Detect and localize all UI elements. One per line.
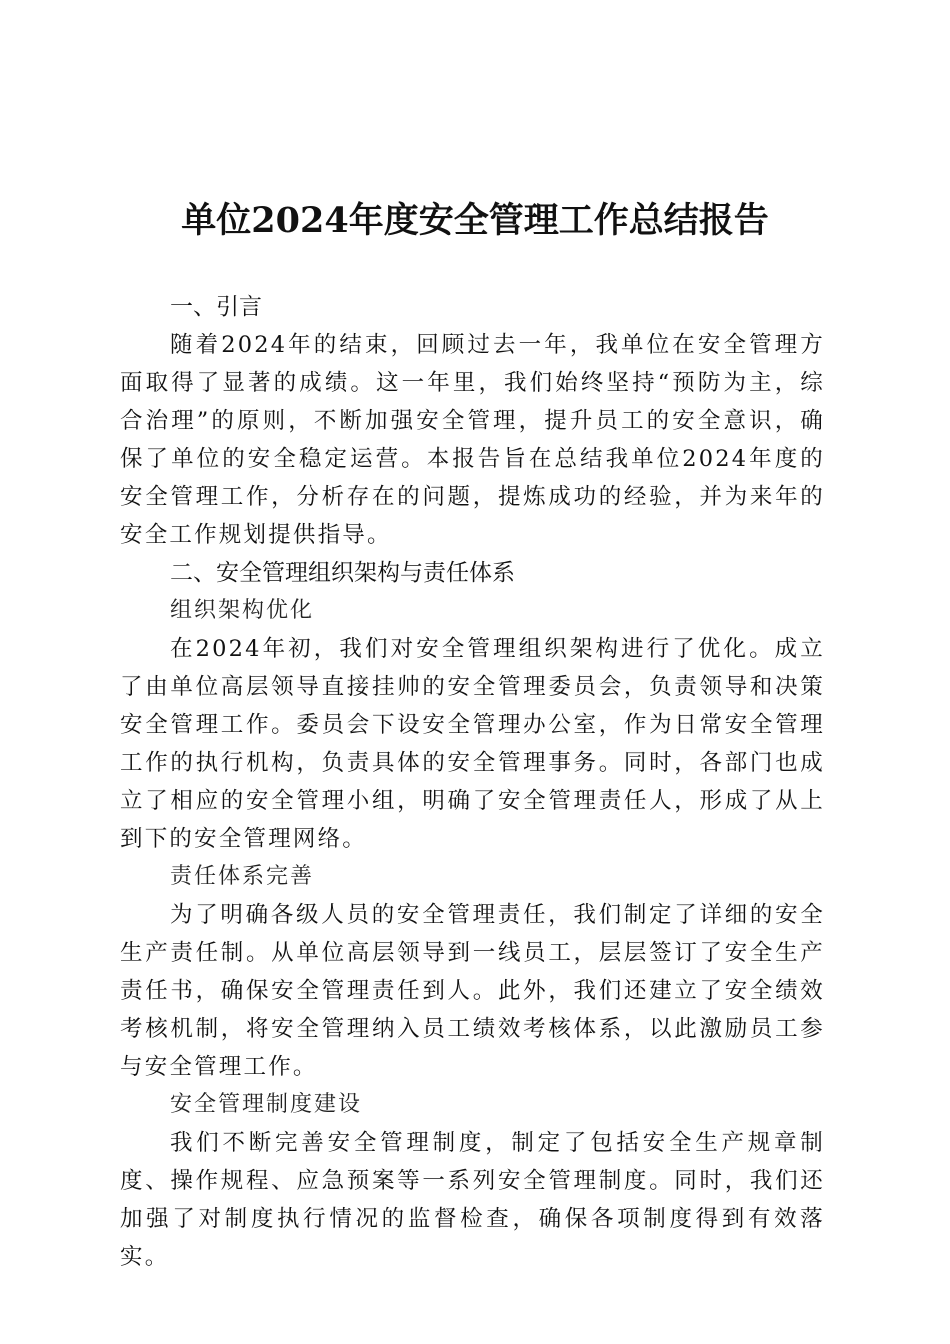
section-heading-intro: 一、引言 [170,294,262,320]
intro-paragraph: 随着2024年的结束，回顾过去一年，我单位在安全管理方面取得了显著的成绩。这一年里，我们始终坚持“预防为主，综合治理”的原则，不断加强安全管理，提升员工的安全意识，确保了单位的安全稳定运营。本报告旨在总结我单位2024年度的安全管理工作，分析存在的问题，提炼成功的经验，并为来年的安全工作规划提供指导。 [120,332,825,548]
document-body [120,288,825,1276]
subsection-title-structure: 组织架构优化 [170,598,315,623]
subsection-title-responsibility: 责任体系完善 [170,864,315,889]
subsection-text-responsibility: 为了明确各级人员的安全管理责任，我们制定了详细的安全生产责任制。从单位高层领导到一线员工，层层签订了安全生产责任书，确保安全管理责任到人。此外，我们还建立了安全绩效考核机制，将安全管理纳入员工绩效考核体系，以此激励员工参与安全管理工作。 [120,902,825,1080]
subsection-text-regulations: 我们不断完善安全管理制度，制定了包括安全生产规章制度、操作规程、应急预案等一系列安全管理制度。同时，我们还加强了对制度执行情况的监督检查，确保各项制度得到有效落实。 [120,1130,825,1270]
subsection-text-structure: 在2024年初，我们对安全管理组织架构进行了优化。成立了由单位高层领导直接挂帅的安全管理委员会，负责领导和决策安全管理工作。委员会下设安全管理办公室，作为日常安全管理工作的执行机构，负责具体的安全管理事务。同时，各部门也成立了相应的安全管理小组，明确了安全管理责任人，形成了从上到下的安全管理网络。 [120,636,825,852]
document-title: 单位2024年度安全管理工作总结报告 [181,200,769,241]
subsection-title-regulations: 安全管理制度建设 [170,1092,363,1117]
section-heading-organization: 二、安全管理组织架构与责任体系 [170,560,515,586]
